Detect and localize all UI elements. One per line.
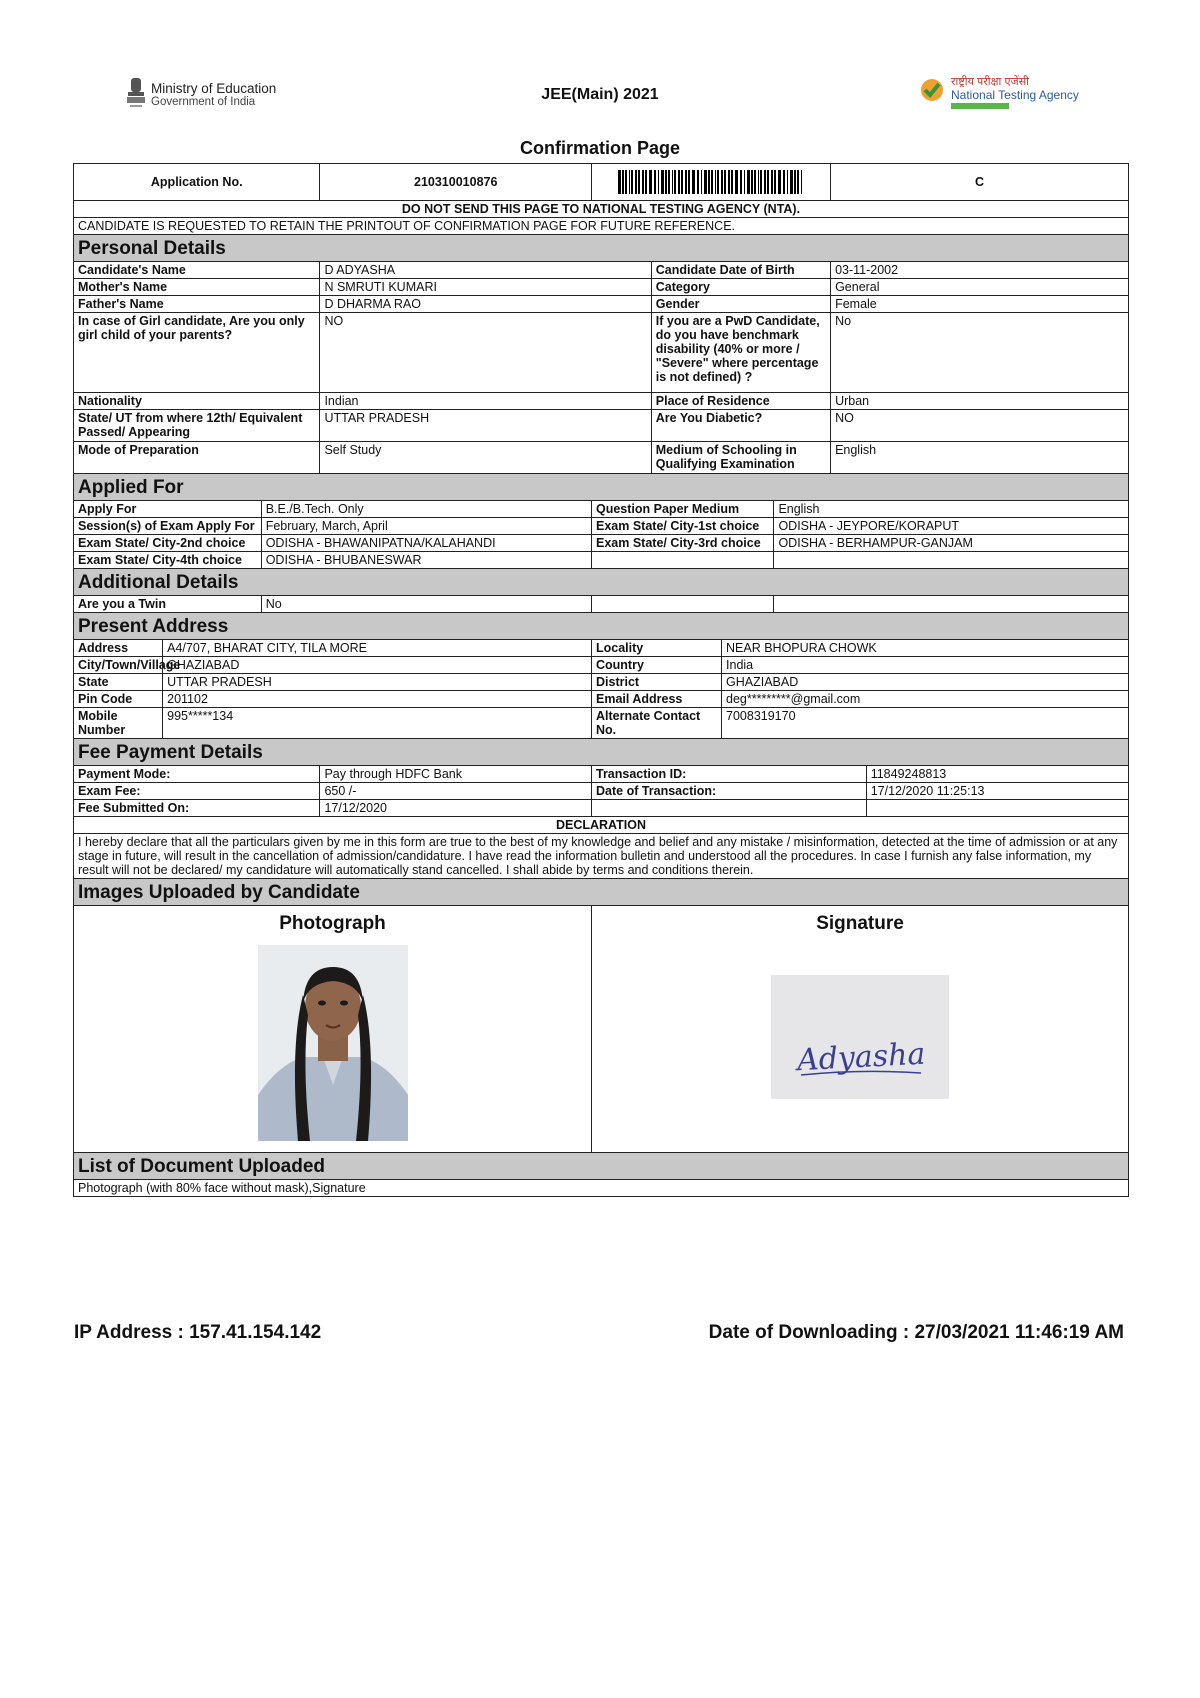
barcode-bar (622, 170, 624, 194)
dob-label: Candidate Date of Birth (651, 262, 830, 279)
barcode-bar (731, 170, 733, 194)
barcode-bar (692, 170, 695, 194)
nta-logo (920, 74, 1100, 114)
payment-mode-label: Payment Mode: (74, 766, 320, 783)
qp-medium-label: Question Paper Medium (592, 501, 774, 518)
residence-value: Urban (831, 393, 1129, 410)
mother-name-label: Mother's Name (74, 279, 320, 296)
personal-details-heading: Personal Details (74, 235, 1129, 262)
mobile-value: 995*****134 (163, 708, 592, 739)
barcode-bar (790, 170, 793, 194)
pwd-value: No (831, 313, 1129, 393)
do-not-send-notice: DO NOT SEND THIS PAGE TO NATIONAL TESTING AGENCY (NTA). (74, 201, 1129, 218)
barcode-bar (631, 170, 633, 194)
barcode-bar (711, 170, 713, 194)
empty-cell (592, 596, 774, 613)
girl-child-value: NO (320, 313, 651, 393)
declaration-heading: DECLARATION (74, 817, 1129, 834)
alt-contact-value: 7008319170 (722, 708, 1129, 739)
city1-value: ODISHA - JEYPORE/KORAPUT (774, 518, 1129, 535)
pin-value: 201102 (163, 691, 592, 708)
mother-name: N SMRUTI KUMARI (320, 279, 651, 296)
barcode-bar (625, 170, 627, 194)
barcode-bar (649, 170, 652, 194)
girl-child-label: In case of Girl candidate, Are you only girl child of your parents? (74, 313, 320, 393)
applied-for-heading: Applied For (74, 474, 1129, 501)
retain-notice: CANDIDATE IS REQUESTED TO RETAIN THE PRINTOUT OF CONFIRMATION PAGE FOR FUTURE REFERENCE. (74, 218, 1129, 235)
barcode-bar (635, 170, 637, 194)
barcode-bar (629, 170, 630, 194)
barcode-bar (685, 170, 687, 194)
government-name: Government of India (151, 96, 256, 108)
barcode-bar (744, 170, 745, 194)
locality-label: Locality (592, 640, 722, 657)
ministry-name: Ministry of Education (151, 81, 277, 96)
empty-cell (774, 596, 1129, 613)
barcode-bar (708, 170, 710, 194)
gender-label: Gender (651, 296, 830, 313)
residence-label: Place of Residence (651, 393, 830, 410)
application-code: C (831, 164, 1129, 201)
barcode-bar (787, 170, 788, 194)
barcode-bar (758, 170, 759, 194)
photograph-cell (74, 906, 592, 1153)
diabetic-label: Are You Diabetic? (651, 410, 830, 442)
twin-value: No (261, 596, 591, 613)
locality-value: NEAR BHOPURA CHOWK (722, 640, 1129, 657)
additional-details-heading: Additional Details (74, 569, 1129, 596)
nta-tagline-bar (951, 103, 1009, 109)
candidate-photo (258, 945, 408, 1141)
photograph-label: Photograph (279, 913, 386, 934)
barcode-image (616, 168, 806, 196)
city4-value: ODISHA - BHUBANESWAR (261, 552, 591, 569)
barcode-bar (794, 170, 796, 194)
barcode-bar (735, 170, 738, 194)
barcode-bar (668, 170, 670, 194)
barcode-bar (654, 170, 656, 194)
confirmation-table (73, 163, 1129, 1197)
mobile-label: Mobile Number (74, 708, 163, 739)
barcode-bar (728, 170, 730, 194)
nta-english-name: National Testing Agency (951, 88, 1079, 102)
barcode-bar (688, 170, 690, 194)
barcode-bar (783, 170, 785, 194)
barcode-bar (618, 170, 621, 194)
images-heading: Images Uploaded by Candidate (74, 879, 1129, 906)
barcode-bar (774, 170, 776, 194)
nationality-value: Indian (320, 393, 651, 410)
documents-heading: List of Document Uploaded (74, 1153, 1129, 1180)
email-value: deg*********@gmail.com (722, 691, 1129, 708)
barcode-bar (638, 170, 640, 194)
barcode-bar (661, 170, 664, 194)
country-label: Country (592, 657, 722, 674)
country-value: India (722, 657, 1129, 674)
barcode-bar (721, 170, 723, 194)
candidate-signature (771, 975, 949, 1099)
city2-label: Exam State/ City-2nd choice (74, 535, 262, 552)
payment-mode-value: Pay through HDFC Bank (320, 766, 592, 783)
barcode-bar (747, 170, 750, 194)
district-value: GHAZIABAD (722, 674, 1129, 691)
city1-label: Exam State/ City-1st choice (592, 518, 774, 535)
diabetic-value: NO (831, 410, 1129, 442)
barcode-bar (760, 170, 762, 194)
qp-medium-value: English (774, 501, 1129, 518)
documents-list: Photograph (with 80% face without mask),Signature (74, 1180, 1129, 1197)
barcode-bar (801, 170, 802, 194)
barcode-bar (642, 170, 644, 194)
barcode-bar (751, 170, 753, 194)
transaction-id-label: Transaction ID: (592, 766, 867, 783)
page-title: Confirmation Page (519, 138, 680, 158)
signature-label: Signature (816, 913, 904, 934)
barcode-bar (674, 170, 676, 194)
exam-fee-value: 650 /- (320, 783, 592, 800)
nta-check-icon (920, 78, 944, 102)
candidate-name: D ADYASHA (320, 262, 651, 279)
fee-submitted-label: Fee Submitted On: (74, 800, 320, 817)
present-address-heading: Present Address (74, 613, 1129, 640)
exam-fee-label: Exam Fee: (74, 783, 320, 800)
apply-for-label: Apply For (74, 501, 262, 518)
preparation-value: Self Study (320, 442, 651, 474)
empty-cell (592, 800, 867, 817)
candidate-name-label: Candidate's Name (74, 262, 320, 279)
sessions-label: Session(s) of Exam Apply For (74, 518, 262, 535)
barcode-bar (645, 170, 647, 194)
barcode-bar (658, 170, 659, 194)
state-value: UTTAR PRADESH (163, 674, 592, 691)
barcode-bar (697, 170, 699, 194)
transaction-date-label: Date of Transaction: (592, 783, 867, 800)
gender-value: Female (831, 296, 1129, 313)
pwd-label: If you are a PwD Candidate, do you have benchmark disability (40% or more / "Severe" where percentage is not defined) ? (651, 313, 830, 393)
medium-value: English (831, 442, 1129, 474)
fee-submitted-value: 17/12/2020 (320, 800, 592, 817)
transaction-date-value: 17/12/2020 11:25:13 (866, 783, 1128, 800)
transaction-id-value: 11849248813 (866, 766, 1128, 783)
signature-scribble: Adyasha (796, 1036, 927, 1079)
barcode-bar (704, 170, 707, 194)
father-name-label: Father's Name (74, 296, 320, 313)
signature-cell (592, 906, 1129, 1153)
barcode (592, 164, 831, 201)
empty-cell (866, 800, 1128, 817)
exam-title: JEE(Main) 2021 (541, 86, 659, 103)
barcode-bar (672, 170, 673, 194)
state-12th-label: State/ UT from where 12th/ Equivalent Passed/ Appearing (74, 410, 320, 442)
ip-address: IP Address : 157.41.154.142 (74, 1322, 322, 1343)
city2-value: ODISHA - BHAWANIPATNA/KALAHANDI (261, 535, 591, 552)
barcode-bar (665, 170, 667, 194)
barcode-bar (754, 170, 756, 194)
nta-hindi-name: राष्ट्रीय परीक्षा एजेंसी (951, 76, 1029, 88)
download-date: Date of Downloading : 27/03/2021 11:46:19 AM (708, 1322, 1124, 1343)
application-number-label: Application No. (74, 164, 320, 201)
barcode-bar (715, 170, 716, 194)
dob-value: 03-11-2002 (831, 262, 1129, 279)
address-value: A4/707, BHARAT CITY, TILA MORE (163, 640, 592, 657)
city3-label: Exam State/ City-3rd choice (592, 535, 774, 552)
nationality-label: Nationality (74, 393, 320, 410)
address-label: Address (74, 640, 163, 657)
pin-label: Pin Code (74, 691, 163, 708)
application-row (74, 164, 1129, 201)
declaration-text: I hereby declare that all the particulars given by me in this form are true to the best of my knowledge and belief and any mistake / misinformation, detected at the time of admission or at any stage in future, will result in the cancellation of admission/candidature. I have read the information bulletin and understood all the procedures. In case I furnish any false information, my result will not be declared/ my candidature will automatically stand cancelled. I shall abide by terms and conditions therein. (74, 834, 1129, 879)
father-name: D DHARMA RAO (320, 296, 651, 313)
email-label: Email Address (592, 691, 722, 708)
preparation-label: Mode of Preparation (74, 442, 320, 474)
district-label: District (592, 674, 722, 691)
city4-label: Exam State/ City-4th choice (74, 552, 262, 569)
barcode-bar (740, 170, 742, 194)
empty-cell (774, 552, 1129, 569)
barcode-bar (701, 170, 702, 194)
barcode-bar (717, 170, 719, 194)
state-label: State (74, 674, 163, 691)
empty-cell (592, 552, 774, 569)
barcode-bar (678, 170, 680, 194)
twin-label: Are you a Twin (74, 596, 262, 613)
alt-contact-label: Alternate Contact No. (592, 708, 722, 739)
barcode-bar (764, 170, 766, 194)
barcode-bar (767, 170, 769, 194)
barcode-bar (797, 170, 799, 194)
city-label: City/Town/Village (74, 657, 163, 674)
barcode-bar (778, 170, 781, 194)
category-value: General (831, 279, 1129, 296)
category-label: Category (651, 279, 830, 296)
state-12th-value: UTTAR PRADESH (320, 410, 651, 442)
barcode-bar (681, 170, 683, 194)
fee-details-heading: Fee Payment Details (74, 739, 1129, 766)
page-header (0, 74, 1200, 114)
barcode-bar (771, 170, 773, 194)
barcode-bar (724, 170, 726, 194)
medium-label: Medium of Schooling in Qualifying Examination (651, 442, 830, 474)
application-number: 210310010876 (320, 164, 592, 201)
sessions-value: February, March, April (261, 518, 591, 535)
apply-for-value: B.E./B.Tech. Only (261, 501, 591, 518)
city-value: GHAZIABAD (163, 657, 592, 674)
city3-value: ODISHA - BERHAMPUR-GANJAM (774, 535, 1129, 552)
